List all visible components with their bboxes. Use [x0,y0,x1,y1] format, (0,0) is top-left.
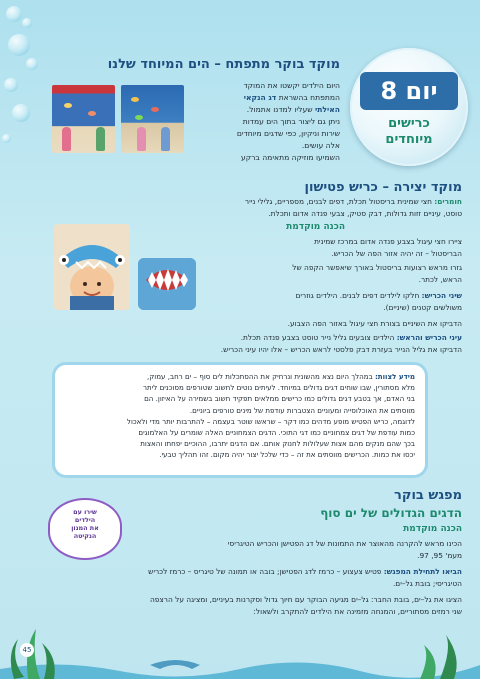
classroom-photo-stage [52,85,115,153]
intro-highlight: האילתי [315,105,340,114]
page-number: 45 [20,643,34,657]
day-subtitle [350,116,468,148]
intro-line: היום הילדים יקשטו את המוקד [243,81,340,90]
fish-icon [131,97,139,102]
song-sign-line: הילדים [74,516,96,524]
staff-info-line: בכך שהם מנקים מהם אצות שעלולות לחנוק אותם. אם הדגים יתרבו, ההוכיים יפחתו והאצות [140,439,415,449]
prep-heading: הכנה מוקדמת [286,222,345,232]
intro-line: ניתן גם ליצור בתוך הים עמדות [242,117,340,126]
teeth-text: חלקו לילדים דפים לבנים. הילדים גוזרים [295,291,420,300]
intro-line: המתפתח בהשראת [278,93,340,102]
meeting-prep-heading: הכנה מוקדמת [403,524,462,534]
prep-line: גזרו מראש רצועות בריסטול באורך שיאפשר הקפה של [292,263,462,272]
intro-line: אלה עושים. [301,141,340,150]
day-badge [350,48,468,166]
meeting-subtitle: הדגים הגדולים של ים סוף [320,506,462,520]
fish-icon [151,107,159,112]
teeth-line: משולשים קטנים (שיניים). [383,303,462,312]
creative-title: מוקד יצירה – כריש פטישון [304,180,462,195]
staff-info-box [52,362,428,478]
staff-info-line: לדוגמה, כריש הפטיש מופע מדהים כמו דקר – שראשו שוטר בעצמה – להתרבות יותר מדי ולאכול [126,416,415,426]
day-label: יום 8 [360,72,458,110]
meeting-line: שני רמזים מסתוריים, והמנחה מזמינה את הילדים להתקרב ולשאול: [253,607,462,616]
seabed-decoration [0,599,480,679]
child-shark-hat-photo [54,224,130,310]
teeth-line: הדביקו את השיניים בצורת חצי עיגול באזור הפה הצבוע. [287,319,462,328]
staff-info-label: מידע לצוות: [374,372,415,381]
meeting-line: הטיגריסי; בובת גל–ים. [392,579,462,588]
teeth-label: שיני הכריש: [421,291,462,300]
meeting-line: הציגו את גל–ים, בובת החבר: גל–ים מגיעה הבוקר עם חיוך גדול וסקרנות בעיניים, ומציגה על הרצפה [149,595,462,604]
materials-label: חומרים: [434,197,462,206]
intro-line: שעליו למדנו אתמול. [246,105,313,114]
intro-text [190,80,340,164]
staff-info-line: יכסו את כמות. הכרישים מווסתים את זה – כדי שלכל יצור יהיה מקום. זהו תהליך טבעי. [159,450,415,460]
song-sign-line: את המנון [71,524,99,532]
song-sign [48,498,122,560]
bubble-decoration [22,18,32,28]
prep-line: ציירו חצי עיגול בצבע פנדה אדום במרכז שמינית [314,237,462,246]
meeting-title: מפגש בוקר [394,488,462,503]
fish-icon [135,115,143,120]
page-title: מוקד בוקר מתפתח – הים המיוחד שלנו [107,57,340,72]
child-figure [137,127,146,151]
song-sign-line: שירו עם [73,508,97,516]
bubble-decoration [2,134,11,143]
classroom-photo-sea-wall [121,85,184,153]
meeting-line: מעמ' 95, 97. [417,551,462,560]
intro-line: השמיעו מוזיקה מתאימה ברקע [240,153,340,162]
materials-line [22,196,462,207]
meeting-line [22,566,462,577]
eyes-line [22,332,462,343]
staff-info-line: בני האדם, אך בטבע דגים גדולים כמו כרישים ממלאים תפקיד חשוב בשמירה על האיזון. הם [144,394,415,404]
day-subtitle-line: כרישים [388,116,430,131]
song-sign-line: הנקיטה [73,532,97,540]
teeth-line [205,290,462,301]
staff-info-line: מלא מסתורין, שבו שוחים דגים גדולים במיוחד. לעיתים נוטים לחשוב שטורפים מסוכנים ליתר [143,383,415,393]
staff-info-line: מווסתים את האוכלוסייה ומעוניים הצטברות עודפת של מינים טורפים ביוניים. [189,405,415,415]
bubble-decoration [8,34,30,56]
bubble-decoration [12,104,30,122]
bring-label: הביאו לתחילת המפגש: [383,567,462,576]
day-subtitle-line: מיוחדים [385,132,433,147]
fish-icon [64,103,72,108]
meeting-line: הכינו מראש להקרנה מהאוצר את התמונות של דג הפטישן והכריש הטיגריסי [227,539,462,548]
child-figure [161,127,170,151]
prep-line: הראש, לכתר. [418,275,462,284]
eyes-line: הדביקו את גליל הנייר בעזרת דבק פלסטי לראש הכריש – אלו יהיו עיני הכריש. [220,345,462,354]
materials-text: חצי שמינית בריסטול תכלת, דפים לבנים, מספריים, גלילי נייר [244,197,432,206]
staff-info-text [65,371,415,461]
eyes-label: עיני הכריש והראש: [396,333,462,342]
intro-line: שירות וניקיון, כפי שדגים מיוחדים [236,129,340,138]
bubble-decoration [6,6,22,22]
fish-icon [88,111,96,116]
bubble-decoration [4,78,18,92]
staff-info-line: במהלך היום נצא מהשונית ונרחיק את ההסתכלות לים סוף – ים רחב, עמוק, [147,372,373,381]
eyes-text: הילדים צובעים גליל נייר טוסט בצבע פנדה תכלת. [240,333,395,342]
child-figure [96,127,105,151]
shark-mouth-craft [138,258,196,310]
prep-line: הבריסטול – זה יהיה אזור הפה של הכריש. [331,249,462,258]
child-shark-hat-illustration [54,224,130,310]
child-figure [62,127,71,151]
shark-mouth-illustration [138,258,196,310]
classroom-photos [52,85,184,153]
staff-info-line: כמות עודפת של דגים צמחוניים כמו דגי התוכי. הדגים הצמחוניים האלה שומרים על האלמוגים [138,428,415,438]
materials-line: טוסט, עיניים זזות גדולות, דבק סטיק, צבעי פנדה אדום ותכלת. [268,209,462,218]
intro-highlight: דג הנקאי [243,93,277,102]
bubble-decoration [26,58,38,70]
bring-text: פטיש צעצוע – כרמז לדג הפטישן; בובה או תמונה של טיגריס – כרמז לכריש [148,567,382,576]
song-sign-text [50,508,120,540]
